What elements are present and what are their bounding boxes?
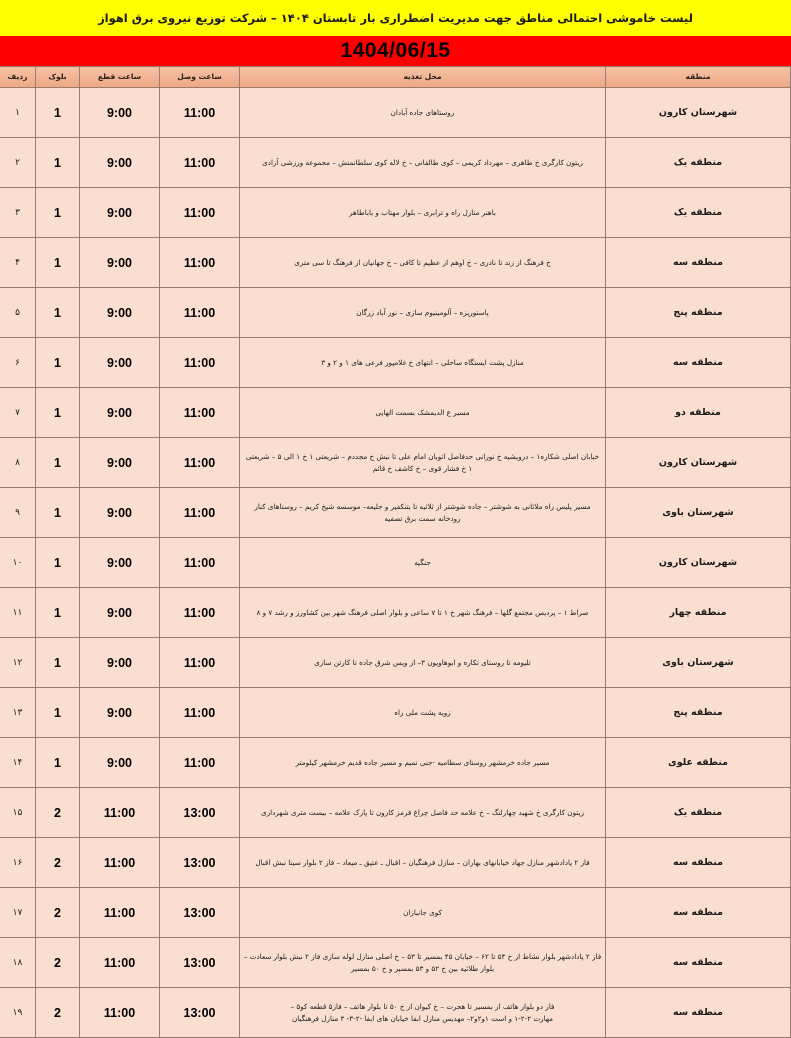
cell-place: خیابان اصلی شکاره۱ – درویشیه خ نورانی حدفاصل اتوبان امام علی تا نبش خ مجددم – شریعتی ۱ خ ۱ الی ۵ – شریعتی ۱ خ فشار قوی – خ کاشف خ قائم bbox=[240, 438, 606, 488]
cell-place: منازل پشت ایستگاه ساحلی – انتهای خ غلامپور فرعی های ۱ و ۲ و ۳ bbox=[240, 338, 606, 388]
cell-zone: منطقه چهار bbox=[606, 588, 791, 638]
cell-radif: ۹ bbox=[0, 488, 36, 538]
cell-cut-time: 9:00 bbox=[80, 488, 160, 538]
schedule-date: 1404/06/15 bbox=[340, 39, 451, 62]
cell-zone: منطقه سه bbox=[606, 938, 791, 988]
date-banner bbox=[0, 36, 791, 66]
column-header-zone: منطقه bbox=[606, 67, 791, 88]
table-row bbox=[0, 888, 791, 938]
table-row bbox=[0, 138, 791, 188]
column-header-cut-time: ساعت قطع bbox=[80, 67, 160, 88]
cell-cut-time: 11:00 bbox=[80, 938, 160, 988]
table-body bbox=[0, 88, 791, 1038]
cell-block: 1 bbox=[36, 138, 80, 188]
table-row bbox=[0, 288, 791, 338]
cell-cut-time: 9:00 bbox=[80, 288, 160, 338]
cell-block: 1 bbox=[36, 488, 80, 538]
cell-radif: ۱۸ bbox=[0, 938, 36, 988]
cell-cut-time: 9:00 bbox=[80, 688, 160, 738]
cell-block: 1 bbox=[36, 688, 80, 738]
cell-block: 1 bbox=[36, 238, 80, 288]
cell-zone: منطقه پنج bbox=[606, 288, 791, 338]
cell-cut-time: 9:00 bbox=[80, 738, 160, 788]
cell-place: روستاهای جاده آبادان bbox=[240, 88, 606, 138]
cell-block: 2 bbox=[36, 788, 80, 838]
cell-zone: منطقه سه bbox=[606, 238, 791, 288]
cell-connect-time: 13:00 bbox=[160, 838, 240, 888]
cell-radif: ۱۳ bbox=[0, 688, 36, 738]
cell-radif: ۱۰ bbox=[0, 538, 36, 588]
cell-place: خ فرهنگ از زند تا نادری – خ اوهم از عظیم تا کافی – خ جهانیان از فرهنگ تا سی متری bbox=[240, 238, 606, 288]
cell-block: 1 bbox=[36, 288, 80, 338]
table-row bbox=[0, 438, 791, 488]
table-row bbox=[0, 488, 791, 538]
cell-block: 1 bbox=[36, 88, 80, 138]
table-header-row bbox=[0, 67, 791, 88]
column-header-place: محل تغذیه bbox=[240, 67, 606, 88]
cell-place: مسیر پلیس راه ملاثانی به شوشتر – جاده شوشتر از ثلاثیه تا بتنکفیر و جلیعه– موسسه شیخ کریم – روستاهای کنار رودخانه سمت برق تصفیه bbox=[240, 488, 606, 538]
cell-cut-time: 9:00 bbox=[80, 388, 160, 438]
cell-zone: شهرستان کارون bbox=[606, 438, 791, 488]
cell-zone: منطقه سه bbox=[606, 838, 791, 888]
cell-zone: منطقه سه bbox=[606, 338, 791, 388]
cell-zone: منطقه سه bbox=[606, 888, 791, 938]
cell-connect-time: 11:00 bbox=[160, 238, 240, 288]
cell-block: 1 bbox=[36, 338, 80, 388]
cell-zone: منطقه یک bbox=[606, 788, 791, 838]
cell-connect-time: 11:00 bbox=[160, 88, 240, 138]
cell-zone: شهرستان کارون bbox=[606, 88, 791, 138]
cell-radif: ۱۲ bbox=[0, 638, 36, 688]
table-row bbox=[0, 588, 791, 638]
cell-place: مسیر ع الدیمشک بسمت الهایی bbox=[240, 388, 606, 438]
cell-connect-time: 11:00 bbox=[160, 288, 240, 338]
cell-cut-time: 9:00 bbox=[80, 138, 160, 188]
cell-place: کوی جانبازان bbox=[240, 888, 606, 938]
cell-zone: منطقه علوی bbox=[606, 738, 791, 788]
table-row bbox=[0, 238, 791, 288]
table-row bbox=[0, 988, 791, 1038]
cell-place: جنگیه bbox=[240, 538, 606, 588]
cell-cut-time: 11:00 bbox=[80, 788, 160, 838]
cell-zone: منطقه یک bbox=[606, 188, 791, 238]
cell-cut-time: 11:00 bbox=[80, 888, 160, 938]
cell-connect-time: 13:00 bbox=[160, 788, 240, 838]
cell-place: تلیومه تا روستای تکاره و ابوهاویون ۳– از ویس شرق جاده تا کارتن سازی bbox=[240, 638, 606, 688]
cell-zone: شهرستان باوی bbox=[606, 638, 791, 688]
column-header-radif: ردیف bbox=[0, 67, 36, 88]
cell-zone: شهرستان کارون bbox=[606, 538, 791, 588]
cell-cut-time: 9:00 bbox=[80, 538, 160, 588]
cell-connect-time: 11:00 bbox=[160, 638, 240, 688]
cell-place: زویه پشت ملی راه bbox=[240, 688, 606, 738]
cell-block: 1 bbox=[36, 638, 80, 688]
cell-radif: ۱۹ bbox=[0, 988, 36, 1038]
cell-zone: منطقه سه bbox=[606, 988, 791, 1038]
cell-connect-time: 11:00 bbox=[160, 488, 240, 538]
cell-cut-time: 11:00 bbox=[80, 988, 160, 1038]
cell-zone: منطقه یک bbox=[606, 138, 791, 188]
cell-block: 1 bbox=[36, 738, 80, 788]
cell-radif: ۵ bbox=[0, 288, 36, 338]
cell-cut-time: 9:00 bbox=[80, 438, 160, 488]
cell-place: مسیر جاده خرمشهر روستای سطامیه -جنی تمیم و مسیر جاده قدیم خرمشهر کیلومتر bbox=[240, 738, 606, 788]
cell-radif: ۱۶ bbox=[0, 838, 36, 888]
cell-place: زیتون کارگری خ شهید چهارلنگ – خ علامه حد فاصل چراغ قرمز کارون تا پارک علامه – بیست متری شهرداری bbox=[240, 788, 606, 838]
cell-radif: ۱۱ bbox=[0, 588, 36, 638]
cell-radif: ۱۷ bbox=[0, 888, 36, 938]
cell-connect-time: 11:00 bbox=[160, 738, 240, 788]
table-row bbox=[0, 638, 791, 688]
cell-place: فاز دو بلوار هاتف از بمسیر تا هجرت – خ کیوان از خ ۵۰ تا بلوار هاتف – فاز۵ قطعه کو۵ – مهارت ۲-۲-۱ و است ۱و۲و۲– مهدیس منازل ابفا خیابان های ابفا -۲-۳- ۴ منازل فرهنگیان bbox=[240, 988, 606, 1038]
cell-zone: شهرستان باوی bbox=[606, 488, 791, 538]
cell-radif: ۸ bbox=[0, 438, 36, 488]
cell-place: فاز ۲ پادادشهر منازل جهاد خیابانهای بهاران – منازل فرهنگیان – اقبال ـ عتیق ـ میعاد – فاز ۲ بلوار سینا نبش اقبال bbox=[240, 838, 606, 888]
cell-connect-time: 11:00 bbox=[160, 438, 240, 488]
cell-place: صراط ۱ – پردیس مجتمع گلها – فرهنگ شهر خ ۱ تا ۷ ساعی و بلوار اصلی فرهنگ شهر بین کشاورز و رشد ۷ و ۸ bbox=[240, 588, 606, 638]
cell-zone: منطقه دو bbox=[606, 388, 791, 438]
cell-cut-time: 9:00 bbox=[80, 238, 160, 288]
cell-connect-time: 11:00 bbox=[160, 138, 240, 188]
cell-block: 2 bbox=[36, 888, 80, 938]
table-row bbox=[0, 738, 791, 788]
cell-connect-time: 13:00 bbox=[160, 988, 240, 1038]
cell-connect-time: 11:00 bbox=[160, 538, 240, 588]
cell-radif: ۱۴ bbox=[0, 738, 36, 788]
title-banner bbox=[0, 0, 791, 36]
cell-block: 1 bbox=[36, 388, 80, 438]
cell-block: 2 bbox=[36, 988, 80, 1038]
outage-schedule-table bbox=[0, 66, 791, 1038]
cell-place: زیتون کارگری خ طاهری – مهرداد کریمی – کوی طالقانی – خ لاله کوی سلطانمنش – مجموعه ورزشی آزادی bbox=[240, 138, 606, 188]
table-row bbox=[0, 188, 791, 238]
table-row bbox=[0, 538, 791, 588]
cell-radif: ۷ bbox=[0, 388, 36, 438]
table-row bbox=[0, 388, 791, 438]
cell-cut-time: 11:00 bbox=[80, 838, 160, 888]
table-row bbox=[0, 938, 791, 988]
cell-cut-time: 9:00 bbox=[80, 88, 160, 138]
cell-radif: ۱ bbox=[0, 88, 36, 138]
cell-place: باهنر منازل راه و ترابری – بلوار مهتاب و باباطاهر bbox=[240, 188, 606, 238]
table-row bbox=[0, 88, 791, 138]
cell-cut-time: 9:00 bbox=[80, 188, 160, 238]
cell-connect-time: 13:00 bbox=[160, 938, 240, 988]
cell-block: 2 bbox=[36, 838, 80, 888]
cell-radif: ۲ bbox=[0, 138, 36, 188]
table-row bbox=[0, 688, 791, 738]
cell-connect-time: 11:00 bbox=[160, 388, 240, 438]
table-row bbox=[0, 788, 791, 838]
table-row bbox=[0, 838, 791, 888]
cell-cut-time: 9:00 bbox=[80, 588, 160, 638]
cell-place: پاستوریزه – آلومینیوم سازی – نور آباد زرگان bbox=[240, 288, 606, 338]
column-header-connect-time: ساعت وصل bbox=[160, 67, 240, 88]
cell-block: 2 bbox=[36, 938, 80, 988]
column-header-block: بلوک bbox=[36, 67, 80, 88]
cell-block: 1 bbox=[36, 588, 80, 638]
page-title: لیست خاموشی احتمالی مناطق جهت مدیریت اضطراری بار تابستان ۱۴۰۴ – شرکت توزیع نیروی برق اهواز bbox=[98, 10, 693, 25]
table-header bbox=[0, 67, 791, 88]
cell-radif: ۶ bbox=[0, 338, 36, 388]
cell-zone: منطقه پنج bbox=[606, 688, 791, 738]
cell-block: 1 bbox=[36, 438, 80, 488]
cell-connect-time: 11:00 bbox=[160, 188, 240, 238]
table-row bbox=[0, 338, 791, 388]
cell-connect-time: 11:00 bbox=[160, 688, 240, 738]
cell-radif: ۴ bbox=[0, 238, 36, 288]
cell-connect-time: 11:00 bbox=[160, 588, 240, 638]
cell-cut-time: 9:00 bbox=[80, 338, 160, 388]
cell-block: 1 bbox=[36, 188, 80, 238]
cell-connect-time: 11:00 bbox=[160, 338, 240, 388]
cell-block: 1 bbox=[36, 538, 80, 588]
cell-connect-time: 13:00 bbox=[160, 888, 240, 938]
cell-place: فاز ۲ پادادشهر بلوار نشاط از خ ۵۴ تا ۶۲ – خیابان ۴۵ بمسیر تا ۵۳ – خ اصلی منازل لوله سازی فاز ۲ نبش بلوار سعادت – بلوار طلائیه بین خ ۵۲ و ۵۳ بمسیر و خ ۵۰ بمسیر bbox=[240, 938, 606, 988]
cell-cut-time: 9:00 bbox=[80, 638, 160, 688]
cell-radif: ۱۵ bbox=[0, 788, 36, 838]
cell-radif: ۳ bbox=[0, 188, 36, 238]
